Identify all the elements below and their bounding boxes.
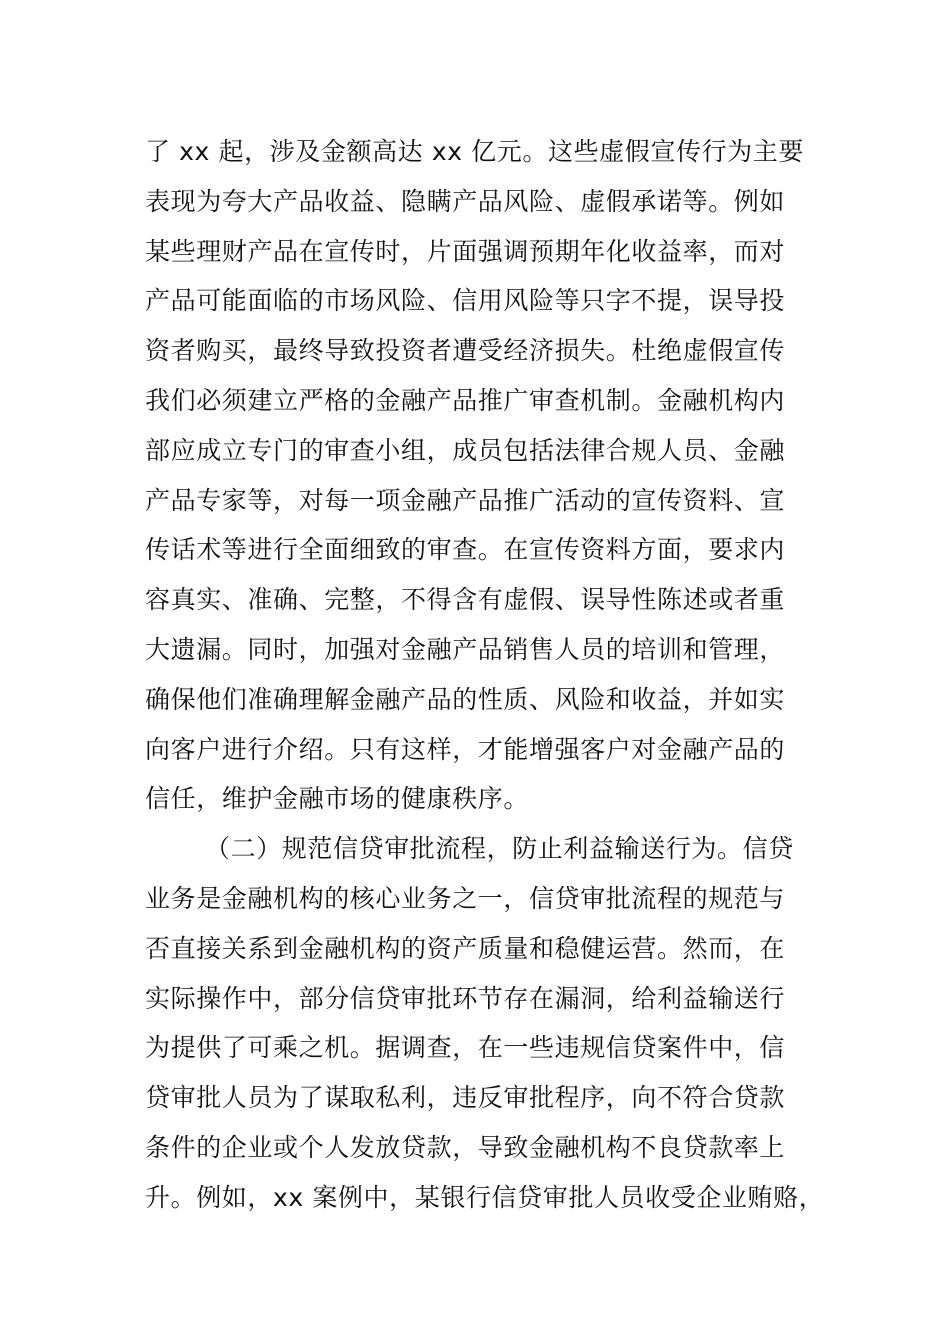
- text-line: 否直接关系到金融机构的资产质量和稳健运营。然而，在: [145, 933, 786, 963]
- text-line: 为提供了可乘之机。据调查，在一些违规信贷案件中，信: [145, 1033, 786, 1063]
- text-line: 大遗漏。同时，加强对金融产品销售人员的培训和管理，: [145, 634, 786, 664]
- text-line: 我们必须建立严格的金融产品推广审查机制。金融机构内: [145, 385, 786, 415]
- text-line: 某些理财产品在宣传时，片面强调预期年化收益率，而对: [145, 236, 786, 266]
- text-line: 了 xx 起，涉及金额高达 xx 亿元。这些虚假宣传行为主要: [145, 137, 804, 166]
- text-line: 向客户进行介绍。只有这样，才能增强客户对金融产品的: [145, 734, 786, 764]
- text-line: 信任，维护金融市场的健康秩序。: [145, 784, 530, 814]
- text-line: 资者购买，最终导致投资者遭受经济损失。杜绝虚假宣传: [145, 336, 786, 366]
- text-line: 确保他们准确理解金融产品的性质、风险和收益，并如实: [145, 684, 786, 714]
- section-heading-line: （二）规范信贷审批流程，防止利益输送行为。信贷: [205, 834, 794, 864]
- text-line: 表现为夸大产品收益、隐瞒产品风险、虚假承诺等。例如: [145, 186, 786, 216]
- text-line: 部应成立专门的审查小组，成员包括法律合规人员、金融: [145, 435, 786, 465]
- document-body: [145, 127, 845, 1223]
- text-line: 容真实、准确、完整，不得含有虚假、误导性陈述或者重: [145, 585, 786, 615]
- text-line: 贷审批人员为了谋取私利，违反审批程序，向不符合贷款: [145, 1083, 786, 1113]
- text-line: 实际操作中，部分信贷审批环节存在漏洞，给利益输送行: [145, 983, 786, 1013]
- text-line: 业务是金融机构的核心业务之一，信贷审批流程的规范与: [145, 883, 786, 913]
- text-line: 传话术等进行全面细致的审查。在宣传资料方面，要求内: [145, 535, 786, 565]
- text-line: 产品专家等，对每一项金融产品推广活动的宣传资料、宣: [145, 485, 786, 515]
- text-line: 条件的企业或个人发放贷款，导致金融机构不良贷款率上: [145, 1132, 786, 1162]
- text-line: 产品可能面临的市场风险、信用风险等只字不提，误导投: [145, 286, 786, 316]
- text-line: 升。例如，xx 案例中，某银行信贷审批人员收受企业贿赂，: [145, 1182, 825, 1212]
